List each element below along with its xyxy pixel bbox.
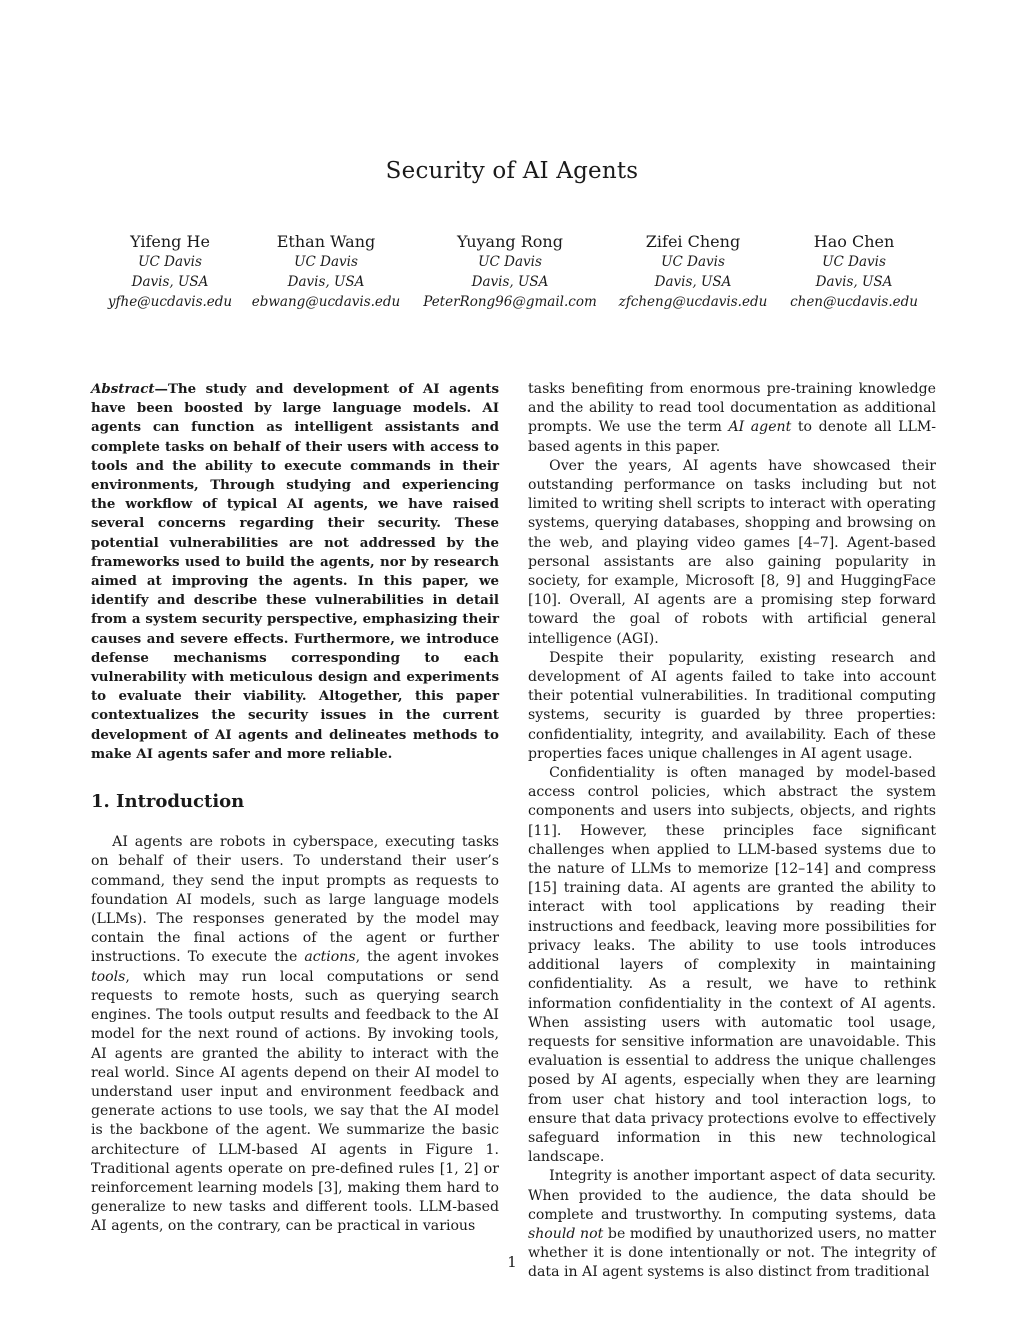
author-name: Yuyang Rong bbox=[457, 232, 563, 251]
author-location: Davis, USA bbox=[287, 274, 365, 290]
author-location: Davis, USA bbox=[654, 274, 732, 290]
intro-paragraph bbox=[528, 380, 936, 457]
section-heading: 1. Introduction bbox=[91, 791, 245, 813]
author-location: Davis, USA bbox=[471, 274, 549, 290]
intro-paragraph: Despite their popularity, existing research and development of AI agents failed to take into account their potential vulnerabilities. In traditional computing systems, security is guarded by three properties: confidentiality, integrity, and availability. Each of these properties faces unique challenges in AI agent usage. bbox=[528, 649, 936, 762]
right-column bbox=[528, 380, 936, 1283]
text-run: , which may run local computations or send requests to remote hosts, such as querying search engines. The tools output results and feedback to the AI model for the next round of actions. By invoking tools, AI agents are granted the ability to interact with the real world. Since AI agents depend on their AI model to understand user input and environment feedback and generate actions to use tools, we say that the AI model is the backbone of the agent. We summarize the basic architecture of LLM-based AI agents in Figure 1. Traditional agents operate on pre-defined rules [1, 2] or reinforcement learning models [3], making them hard to generalize to new tasks and different tools. LLM-based AI agents, on the contrary, can be practical in various bbox=[91, 968, 499, 1235]
text-run: AI agents are robots in cyberspace, executing tasks on behalf of their users. To understand their user’s command, they send the input prompts as requests to foundation AI models, such as large language models (LLMs). The responses generated by the model may contain the final actions of the agent or further instructions. To execute the bbox=[91, 834, 499, 966]
author-name: Yifeng He bbox=[130, 232, 210, 251]
text-run: Integrity is another important aspect of data security. When provided to the audience, the data should be complete and trustworthy. In computing systems, data bbox=[528, 1168, 936, 1223]
intro-paragraph: Over the years, AI agents have showcased their outstanding performance on tasks including but not limited to writing shell scripts to interact with operating systems, querying databases, shopping and browsing on the web, and playing video games [4–7]. Agent-based personal assistants are also gaining popularity in society, for example, Microsoft [8, 9] and HuggingFace [10]. Overall, AI agents are a promising step forward toward the goal of robots with artificial general intelligence (AGI). bbox=[528, 457, 936, 647]
author-name: Ethan Wang bbox=[276, 232, 376, 251]
author-block bbox=[246, 232, 406, 312]
text-run: be modified by unauthorized users, no matter whether it is done intentionally or not. The integrity of data in AI agent systems is also distinct from traditional bbox=[528, 1225, 937, 1281]
author-email: PeterRong96@gmail.com bbox=[423, 294, 597, 310]
intro-paragraph: Confidentiality is often managed by model-based access control policies, which abstract the system components and users into subjects, objects, and rights [11]. However, these principles face significant challenges when applied to LLM-based systems due to the nature of LLMs to memorize [12–14] and compress [15] training data. AI agents are granted the ability to interact with tool applications by reading their instructions and feedback, leaving more possibilities for privacy leaks. The ability to use tools introduces additional layers of complexity in maintaining confidentiality. As a result, we have to rethink information confidentiality in the context of AI agents. When assisting users with automatic tool usage, requests for sensitive information are unavoidable. This evaluation is essential to address the unique challenges posed by AI agents, especially when they are learning from user chat history and tool interaction logs, to ensure that data privacy protections evolve to effectively safeguard information in this new technological landscape. bbox=[528, 765, 936, 1166]
intro-paragraph bbox=[91, 833, 499, 1236]
text-run: tasks benefiting from enormous pre-training knowledge and the ability to read tool documentation as additional prompts. We use the term bbox=[528, 381, 936, 436]
abstract-lead: Abstract bbox=[91, 381, 155, 397]
left-column bbox=[91, 380, 499, 1237]
emphasis: AI agent bbox=[728, 419, 792, 436]
author-name: Zifei Cheng bbox=[645, 232, 741, 251]
abstract-text: The study and development of AI agents have been boosted by large language models. AI agents can function as intelligent assistants and complete tasks on behalf of their users with access to tools and the ability to execute commands in their environments, Through studying and experiencing the workflow of typical AI agents, we have raised several concerns regarding their security. These potential vulnerabilities are not addressed by the frameworks used to build the agents, nor by research aimed at improving the agents. In this paper, we identify and describe these vulnerabilities in detail from a system security perspective, emphasizing their causes and severe effects. Furthermore, we introduce defense mechanisms corresponding to each vulnerability with meticulous design and experiments to evaluate their viability. Altogether, this paper contextualizes the security issues in the current development of AI agents and delineates methods to make AI agents safer and more reliable. bbox=[91, 381, 499, 762]
author-location: Davis, USA bbox=[815, 274, 893, 290]
author-block bbox=[785, 232, 923, 312]
page-number: 1 bbox=[507, 1253, 517, 1271]
abstract-dash: — bbox=[154, 381, 168, 397]
author-block bbox=[95, 232, 245, 312]
author-affiliation: UC Davis bbox=[138, 254, 202, 270]
author-affiliation: UC Davis bbox=[294, 254, 358, 270]
author-email: zfcheng@ucdavis.edu bbox=[618, 294, 768, 310]
author-affiliation: UC Davis bbox=[661, 254, 725, 270]
emphasis: actions bbox=[304, 949, 356, 966]
author-name: Hao Chen bbox=[813, 232, 895, 251]
emphasis: should not bbox=[528, 1225, 604, 1242]
author-block bbox=[410, 232, 610, 312]
author-location: Davis, USA bbox=[131, 274, 209, 290]
abstract bbox=[91, 380, 499, 764]
text-run: , the agent invokes bbox=[355, 949, 499, 966]
text-run: to denote all LLM-based agents in this paper. bbox=[528, 419, 937, 455]
author-affiliation: UC Davis bbox=[822, 254, 886, 270]
emphasis: tools bbox=[91, 968, 126, 985]
author-email: chen@ucdavis.edu bbox=[790, 294, 918, 310]
author-affiliation: UC Davis bbox=[478, 254, 542, 270]
paper-title: Security of AI Agents bbox=[385, 158, 639, 184]
author-email: ebwang@ucdavis.edu bbox=[251, 294, 401, 310]
author-email: yfhe@ucdavis.edu bbox=[107, 294, 233, 310]
author-block bbox=[612, 232, 774, 312]
